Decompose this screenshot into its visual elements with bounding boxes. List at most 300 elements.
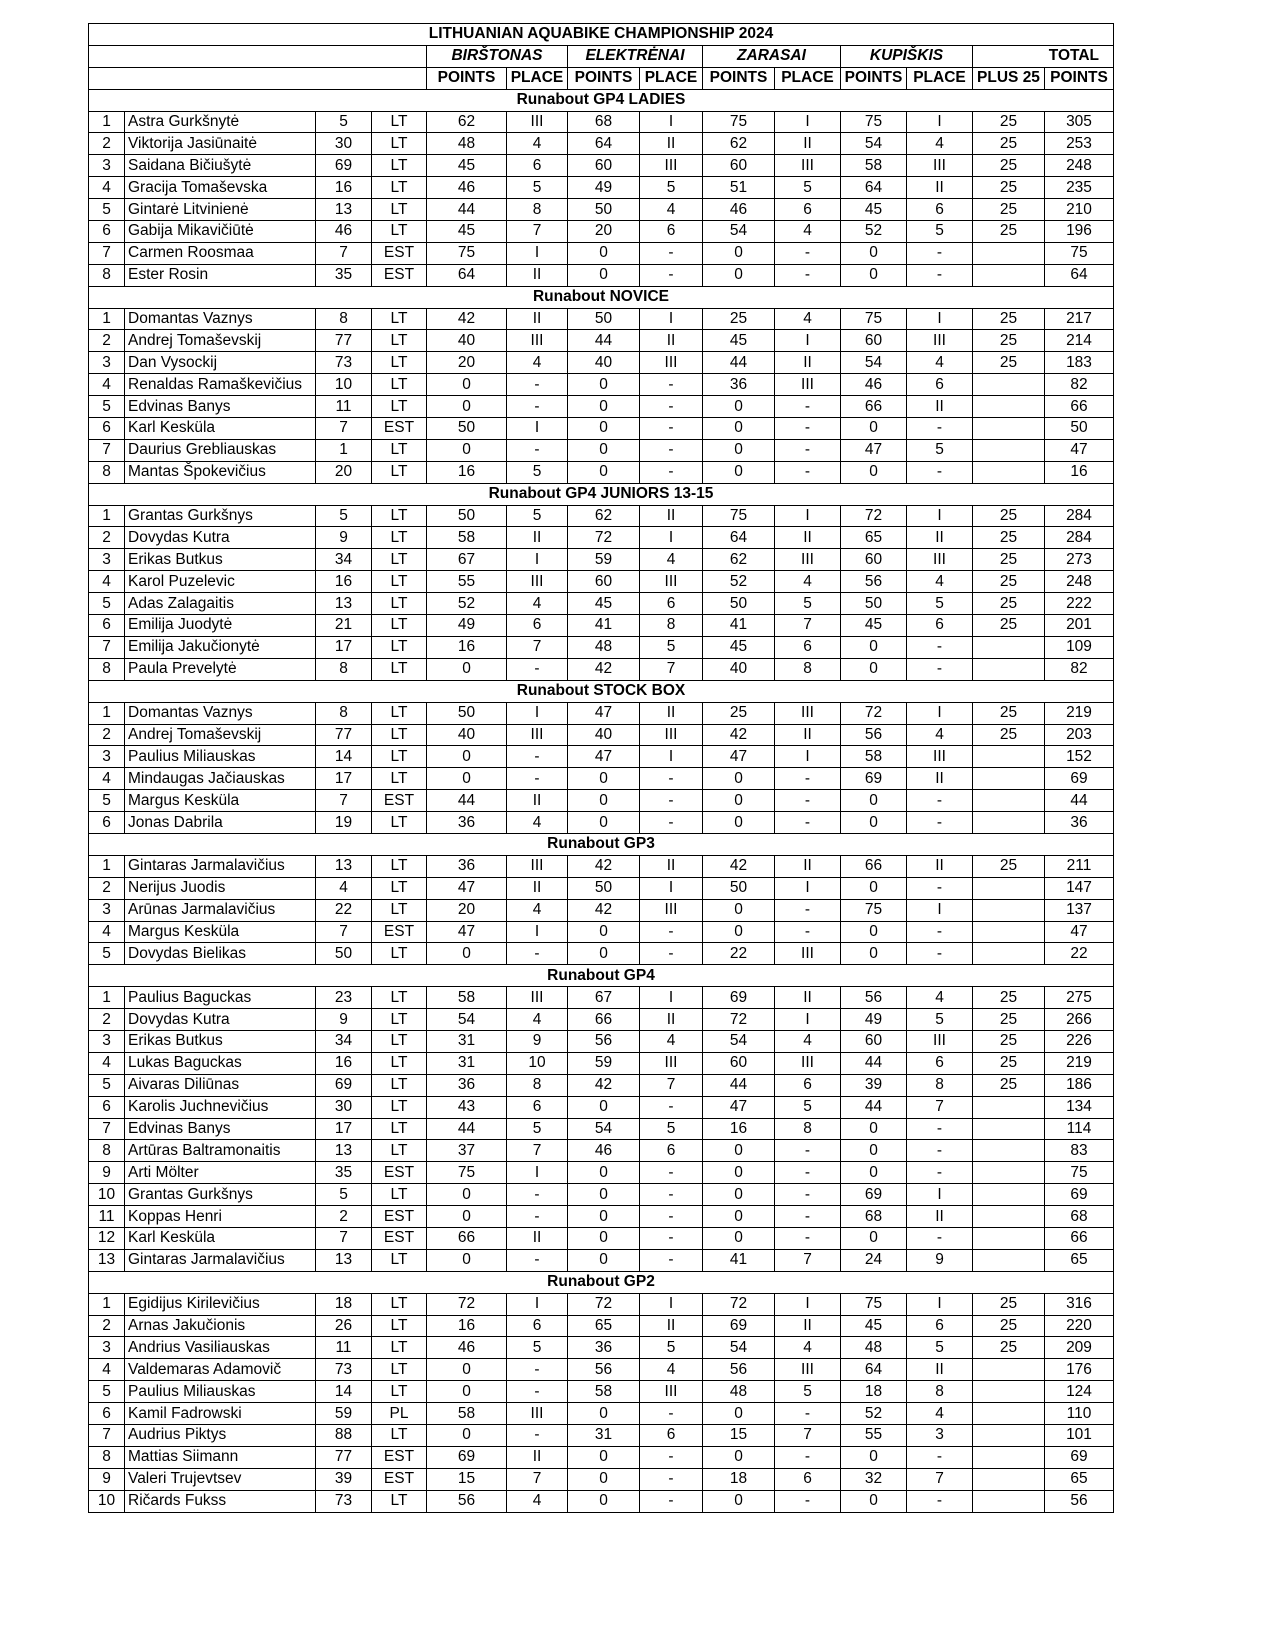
zarasai-place-cell: III (775, 549, 841, 571)
zarasai-points-cell: 22 (703, 943, 775, 965)
elektrenai-place-cell: 5 (640, 636, 703, 658)
kupiskis-points-cell: 58 (841, 155, 907, 177)
birstonas-points-cell: 40 (427, 330, 507, 352)
elektrenai-points-cell: 0 (568, 1096, 640, 1118)
country-cell: LT (372, 330, 427, 352)
zarasai-points-cell: 75 (703, 505, 775, 527)
rider-name-cell: Audrius Piktys (125, 1425, 316, 1447)
rank-cell: 1 (89, 1293, 125, 1315)
rank-cell: 8 (89, 1446, 125, 1468)
zarasai-place-cell: - (775, 812, 841, 834)
birstonas-place-cell: 4 (507, 899, 568, 921)
elektrenai-place-cell: III (640, 571, 703, 593)
table-row (89, 812, 1114, 834)
zarasai-place-cell: - (775, 461, 841, 483)
elektrenai-points-cell: 0 (568, 264, 640, 286)
kupiskis-points-cell: 60 (841, 549, 907, 571)
kupiskis-place-cell: - (907, 1118, 973, 1140)
zarasai-points-cell: 42 (703, 855, 775, 877)
elektrenai-points-cell: 67 (568, 987, 640, 1009)
elektrenai-points-cell: 0 (568, 1249, 640, 1271)
bike-number-cell: 77 (316, 724, 372, 746)
total-points-cell: 176 (1045, 1359, 1114, 1381)
zarasai-place-cell: 5 (775, 593, 841, 615)
zarasai-place-cell: 7 (775, 615, 841, 637)
plus25-cell: 25 (973, 330, 1045, 352)
country-cell: LT (372, 746, 427, 768)
rider-name-cell: Domantas Vaznys (125, 702, 316, 724)
bike-number-cell: 11 (316, 396, 372, 418)
kupiskis-points-cell: 56 (841, 987, 907, 1009)
kupiskis-place-cell: I (907, 1293, 973, 1315)
rider-name-cell: Emilija Jakučionytė (125, 636, 316, 658)
table-row (89, 330, 1114, 352)
rank-cell: 8 (89, 461, 125, 483)
elektrenai-place-cell: - (640, 461, 703, 483)
total-points-cell: 75 (1045, 1162, 1114, 1184)
plus25-cell (973, 921, 1045, 943)
plus25-cell: 25 (973, 352, 1045, 374)
birstonas-place-cell: 4 (507, 593, 568, 615)
kupiskis-place-cell: - (907, 1490, 973, 1512)
rider-name-cell: Saidana Bičiušytė (125, 155, 316, 177)
birstonas-place-cell: - (507, 658, 568, 680)
plus25-cell (973, 396, 1045, 418)
elektrenai-place-cell: - (640, 1162, 703, 1184)
zarasai-points-cell: 54 (703, 1030, 775, 1052)
birstonas-place-cell: I (507, 242, 568, 264)
elektrenai-points-cell: 42 (568, 855, 640, 877)
category-row (89, 1271, 1114, 1293)
kupiskis-place-cell: - (907, 1227, 973, 1249)
birstonas-place-cell: - (507, 1184, 568, 1206)
total-points-cell: 64 (1045, 264, 1114, 286)
kupiskis-points-cell: 44 (841, 1052, 907, 1074)
rider-name-cell: Karolis Juchnevičius (125, 1096, 316, 1118)
total-points-cell: 56 (1045, 1490, 1114, 1512)
birstonas-points-cell: 45 (427, 221, 507, 243)
total-points-cell: 214 (1045, 330, 1114, 352)
elektrenai-points-cell: 59 (568, 1052, 640, 1074)
zarasai-points-cell: 47 (703, 1096, 775, 1118)
plus25-cell (973, 1184, 1045, 1206)
elektrenai-place-cell: I (640, 987, 703, 1009)
country-cell: EST (372, 418, 427, 440)
birstonas-points-cell: 0 (427, 768, 507, 790)
zarasai-place-cell: - (775, 1446, 841, 1468)
elektrenai-points-cell: 60 (568, 571, 640, 593)
rank-cell: 3 (89, 352, 125, 374)
zarasai-points-cell: 0 (703, 418, 775, 440)
country-cell: EST (372, 921, 427, 943)
rider-name-cell: Valdemaras Adamovič (125, 1359, 316, 1381)
zarasai-points-cell: 60 (703, 1052, 775, 1074)
kupiskis-points-cell: 18 (841, 1381, 907, 1403)
total-points-cell: 226 (1045, 1030, 1114, 1052)
kupiskis-points-cell: 44 (841, 1096, 907, 1118)
country-cell: EST (372, 1446, 427, 1468)
elektrenai-points-cell: 40 (568, 352, 640, 374)
rider-name-cell: Grantas Gurkšnys (125, 505, 316, 527)
kupiskis-points-cell: 56 (841, 724, 907, 746)
birstonas-place-cell: III (507, 724, 568, 746)
plus25-cell: 25 (973, 1009, 1045, 1031)
rider-name-cell: Egidijus Kirilevičius (125, 1293, 316, 1315)
rider-name-cell: Grantas Gurkšnys (125, 1184, 316, 1206)
birstonas-points-cell: 47 (427, 921, 507, 943)
zarasai-points-cell: 0 (703, 439, 775, 461)
plus25-cell: 25 (973, 155, 1045, 177)
elektrenai-points-cell: 50 (568, 199, 640, 221)
plus25-cell: 25 (973, 1052, 1045, 1074)
plus25-cell: 25 (973, 1337, 1045, 1359)
birstonas-points-cell: 49 (427, 615, 507, 637)
kupiskis-place-cell: 6 (907, 615, 973, 637)
elektrenai-place-cell: 4 (640, 549, 703, 571)
zarasai-points-cell: 0 (703, 921, 775, 943)
birstonas-points-cell: 36 (427, 855, 507, 877)
zarasai-place-cell: - (775, 1403, 841, 1425)
elektrenai-place-cell: 7 (640, 1074, 703, 1096)
rider-name-cell: Karol Puzelevic (125, 571, 316, 593)
birstonas-points-cell: 31 (427, 1052, 507, 1074)
table-row (89, 790, 1114, 812)
total-points-cell: 209 (1045, 1337, 1114, 1359)
birstonas-points-cell: 16 (427, 636, 507, 658)
birstonas-points-cell: 0 (427, 1359, 507, 1381)
birstonas-place-cell: - (507, 396, 568, 418)
plus25-cell: 25 (973, 702, 1045, 724)
country-cell: LT (372, 1249, 427, 1271)
birstonas-points-cell: 44 (427, 199, 507, 221)
bike-number-cell: 14 (316, 1381, 372, 1403)
plus25-cell (973, 439, 1045, 461)
country-cell: LT (372, 133, 427, 155)
elektrenai-place-cell: - (640, 1206, 703, 1228)
rider-name-cell: Gabija Mikavičiūtė (125, 221, 316, 243)
rider-name-cell: Arti Mölter (125, 1162, 316, 1184)
kupiskis-place-cell: - (907, 921, 973, 943)
country-cell: PL (372, 1403, 427, 1425)
country-cell: EST (372, 790, 427, 812)
rank-cell: 6 (89, 418, 125, 440)
rank-cell: 1 (89, 308, 125, 330)
total-points-cell: 222 (1045, 593, 1114, 615)
elektrenai-place-cell: III (640, 1381, 703, 1403)
table-row (89, 352, 1114, 374)
country-cell: LT (372, 768, 427, 790)
birstonas-points-cell: 62 (427, 111, 507, 133)
zarasai-points-cell: 0 (703, 899, 775, 921)
points-header: POINTS (427, 67, 507, 89)
elektrenai-place-cell: I (640, 746, 703, 768)
kupiskis-points-cell: 47 (841, 439, 907, 461)
kupiskis-place-cell: II (907, 768, 973, 790)
kupiskis-place-cell: 6 (907, 374, 973, 396)
kupiskis-points-cell: 58 (841, 746, 907, 768)
birstonas-place-cell: 4 (507, 352, 568, 374)
rider-name-cell: Dan Vysockij (125, 352, 316, 374)
country-cell: LT (372, 1293, 427, 1315)
zarasai-points-cell: 0 (703, 396, 775, 418)
elektrenai-place-cell: - (640, 1227, 703, 1249)
kupiskis-place-cell: III (907, 155, 973, 177)
table-row (89, 1403, 1114, 1425)
birstonas-points-cell: 45 (427, 155, 507, 177)
zarasai-points-cell: 42 (703, 724, 775, 746)
birstonas-points-cell: 0 (427, 439, 507, 461)
rider-name-cell: Gintarė Litvinienė (125, 199, 316, 221)
rider-name-cell: Emilija Juodytė (125, 615, 316, 637)
zarasai-place-cell: - (775, 1490, 841, 1512)
category-row (89, 286, 1114, 308)
rank-cell: 6 (89, 1403, 125, 1425)
kupiskis-place-cell: - (907, 636, 973, 658)
plus25-cell (973, 1140, 1045, 1162)
kupiskis-points-cell: 0 (841, 1227, 907, 1249)
plus25-cell (973, 1381, 1045, 1403)
birstonas-points-cell: 0 (427, 374, 507, 396)
total-points-cell: 211 (1045, 855, 1114, 877)
kupiskis-points-cell: 0 (841, 790, 907, 812)
plus25-cell (973, 264, 1045, 286)
birstonas-points-cell: 15 (427, 1468, 507, 1490)
kupiskis-points-cell: 75 (841, 899, 907, 921)
zarasai-points-cell: 54 (703, 221, 775, 243)
zarasai-place-cell: I (775, 1009, 841, 1031)
rider-name-cell: Astra Gurkšnytė (125, 111, 316, 133)
kupiskis-points-cell: 45 (841, 199, 907, 221)
category-title: Runabout GP4 (89, 965, 1114, 987)
kupiskis-place-cell: I (907, 111, 973, 133)
table-row (89, 1490, 1114, 1512)
birstonas-points-cell: 20 (427, 352, 507, 374)
elektrenai-place-cell: III (640, 155, 703, 177)
kupiskis-place-cell: II (907, 855, 973, 877)
rider-name-cell: Dovydas Bielikas (125, 943, 316, 965)
zarasai-points-cell: 46 (703, 199, 775, 221)
birstonas-points-cell: 0 (427, 1249, 507, 1271)
table-row (89, 1381, 1114, 1403)
elektrenai-place-cell: - (640, 1468, 703, 1490)
bike-number-cell: 5 (316, 1184, 372, 1206)
kupiskis-place-cell: 4 (907, 724, 973, 746)
rider-name-cell: Edvinas Banys (125, 396, 316, 418)
birstonas-place-cell: 6 (507, 1315, 568, 1337)
country-cell: LT (372, 899, 427, 921)
kupiskis-points-cell: 60 (841, 330, 907, 352)
table-row (89, 1293, 1114, 1315)
kupiskis-place-cell: 4 (907, 352, 973, 374)
table-row (89, 1249, 1114, 1271)
birstonas-points-cell: 42 (427, 308, 507, 330)
kupiskis-points-cell: 45 (841, 1315, 907, 1337)
elektrenai-place-cell: - (640, 1096, 703, 1118)
kupiskis-place-cell: - (907, 418, 973, 440)
zarasai-points-cell: 16 (703, 1118, 775, 1140)
zarasai-place-cell: II (775, 724, 841, 746)
kupiskis-place-cell: 7 (907, 1096, 973, 1118)
birstonas-points-cell: 0 (427, 396, 507, 418)
bike-number-cell: 35 (316, 1162, 372, 1184)
kupiskis-points-cell: 68 (841, 1206, 907, 1228)
elektrenai-place-cell: - (640, 264, 703, 286)
elektrenai-points-cell: 58 (568, 1381, 640, 1403)
bike-number-cell: 16 (316, 1052, 372, 1074)
birstonas-place-cell: III (507, 111, 568, 133)
kupiskis-points-cell: 75 (841, 308, 907, 330)
kupiskis-place-cell: I (907, 308, 973, 330)
zarasai-points-cell: 0 (703, 812, 775, 834)
elektrenai-points-cell: 36 (568, 1337, 640, 1359)
bike-number-cell: 39 (316, 1468, 372, 1490)
category-title: Runabout GP4 LADIES (89, 89, 1114, 111)
elektrenai-points-cell: 0 (568, 242, 640, 264)
zarasai-points-cell: 64 (703, 527, 775, 549)
elektrenai-points-cell: 0 (568, 1162, 640, 1184)
zarasai-place-cell: III (775, 1359, 841, 1381)
plus25-cell: 25 (973, 199, 1045, 221)
zarasai-place-cell: - (775, 264, 841, 286)
elektrenai-points-cell: 0 (568, 921, 640, 943)
birstonas-points-cell: 20 (427, 899, 507, 921)
rider-name-cell: Andrej Tomaševskij (125, 330, 316, 352)
zarasai-place-cell: I (775, 505, 841, 527)
kupiskis-points-cell: 64 (841, 177, 907, 199)
bike-number-cell: 77 (316, 330, 372, 352)
elektrenai-points-cell: 56 (568, 1359, 640, 1381)
rider-name-cell: Paula Prevelytė (125, 658, 316, 680)
bike-number-cell: 23 (316, 987, 372, 1009)
bike-number-cell: 46 (316, 221, 372, 243)
plus25-cell (973, 1425, 1045, 1447)
elektrenai-points-cell: 47 (568, 702, 640, 724)
zarasai-points-cell: 0 (703, 768, 775, 790)
rider-name-cell: Erikas Butkus (125, 1030, 316, 1052)
bike-number-cell: 2 (316, 1206, 372, 1228)
rank-cell: 3 (89, 1337, 125, 1359)
plus25-cell (973, 1118, 1045, 1140)
total-points-cell: 69 (1045, 1446, 1114, 1468)
elektrenai-place-cell: I (640, 527, 703, 549)
total-points-cell: 66 (1045, 396, 1114, 418)
birstonas-points-cell: 0 (427, 1425, 507, 1447)
rank-cell: 4 (89, 1052, 125, 1074)
total-points-cell: 248 (1045, 571, 1114, 593)
rank-cell: 2 (89, 877, 125, 899)
plus25-header: PLUS 25 (973, 67, 1045, 89)
zarasai-points-cell: 50 (703, 593, 775, 615)
kupiskis-points-cell: 0 (841, 461, 907, 483)
rank-cell: 7 (89, 439, 125, 461)
birstonas-points-cell: 40 (427, 724, 507, 746)
total-points-cell: 16 (1045, 461, 1114, 483)
zarasai-place-cell: III (775, 374, 841, 396)
zarasai-points-cell: 25 (703, 308, 775, 330)
birstonas-place-cell: 4 (507, 812, 568, 834)
elektrenai-points-cell: 41 (568, 615, 640, 637)
elektrenai-place-cell: - (640, 812, 703, 834)
kupiskis-place-cell: - (907, 1162, 973, 1184)
country-cell: LT (372, 374, 427, 396)
country-cell: LT (372, 1074, 427, 1096)
bike-number-cell: 7 (316, 242, 372, 264)
birstonas-points-cell: 55 (427, 571, 507, 593)
elektrenai-place-cell: II (640, 702, 703, 724)
elektrenai-place-cell: I (640, 1293, 703, 1315)
rider-name-cell: Kamil Fadrowski (125, 1403, 316, 1425)
category-row (89, 89, 1114, 111)
plus25-cell (973, 374, 1045, 396)
elektrenai-place-cell: II (640, 505, 703, 527)
birstonas-points-cell: 58 (427, 527, 507, 549)
kupiskis-place-cell: II (907, 1359, 973, 1381)
zarasai-place-cell: III (775, 155, 841, 177)
zarasai-place-cell: II (775, 1315, 841, 1337)
elektrenai-place-cell: - (640, 921, 703, 943)
zarasai-place-cell: - (775, 1140, 841, 1162)
kupiskis-points-cell: 0 (841, 877, 907, 899)
zarasai-place-cell: 6 (775, 636, 841, 658)
elektrenai-points-cell: 0 (568, 461, 640, 483)
rank-cell: 4 (89, 1359, 125, 1381)
rider-name-cell: Margus Kesküla (125, 921, 316, 943)
country-cell: LT (372, 155, 427, 177)
kupiskis-place-cell: - (907, 812, 973, 834)
total-points-cell: 284 (1045, 527, 1114, 549)
table-row (89, 593, 1114, 615)
zarasai-place-cell: - (775, 1227, 841, 1249)
total-points-cell: 82 (1045, 658, 1114, 680)
place-header: PLACE (775, 67, 841, 89)
rank-cell: 9 (89, 1162, 125, 1184)
kupiskis-points-cell: 24 (841, 1249, 907, 1271)
country-cell: LT (372, 177, 427, 199)
table-row (89, 899, 1114, 921)
country-cell: LT (372, 636, 427, 658)
birstonas-place-cell: - (507, 1359, 568, 1381)
plus25-cell (973, 1446, 1045, 1468)
total-points-cell: 66 (1045, 1227, 1114, 1249)
elektrenai-place-cell: - (640, 1184, 703, 1206)
country-cell: LT (372, 549, 427, 571)
plus25-cell: 25 (973, 308, 1045, 330)
birstonas-place-cell: III (507, 571, 568, 593)
zarasai-place-cell: III (775, 943, 841, 965)
zarasai-place-cell: I (775, 330, 841, 352)
country-cell: LT (372, 1118, 427, 1140)
table-row (89, 571, 1114, 593)
total-points-cell: 253 (1045, 133, 1114, 155)
kupiskis-points-cell: 66 (841, 855, 907, 877)
birstonas-points-cell: 54 (427, 1009, 507, 1031)
zarasai-points-cell: 72 (703, 1293, 775, 1315)
elektrenai-points-cell: 42 (568, 899, 640, 921)
bike-number-cell: 8 (316, 702, 372, 724)
plus25-cell: 25 (973, 855, 1045, 877)
rider-name-cell: Viktorija Jasiūnaitė (125, 133, 316, 155)
place-header: PLACE (507, 67, 568, 89)
kupiskis-place-cell: II (907, 1206, 973, 1228)
bike-number-cell: 13 (316, 199, 372, 221)
total-points-cell: 273 (1045, 549, 1114, 571)
birstonas-points-cell: 72 (427, 1293, 507, 1315)
country-cell: LT (372, 461, 427, 483)
rank-cell: 2 (89, 1009, 125, 1031)
zarasai-place-cell: - (775, 921, 841, 943)
zarasai-points-cell: 25 (703, 702, 775, 724)
birstonas-place-cell: 7 (507, 1468, 568, 1490)
